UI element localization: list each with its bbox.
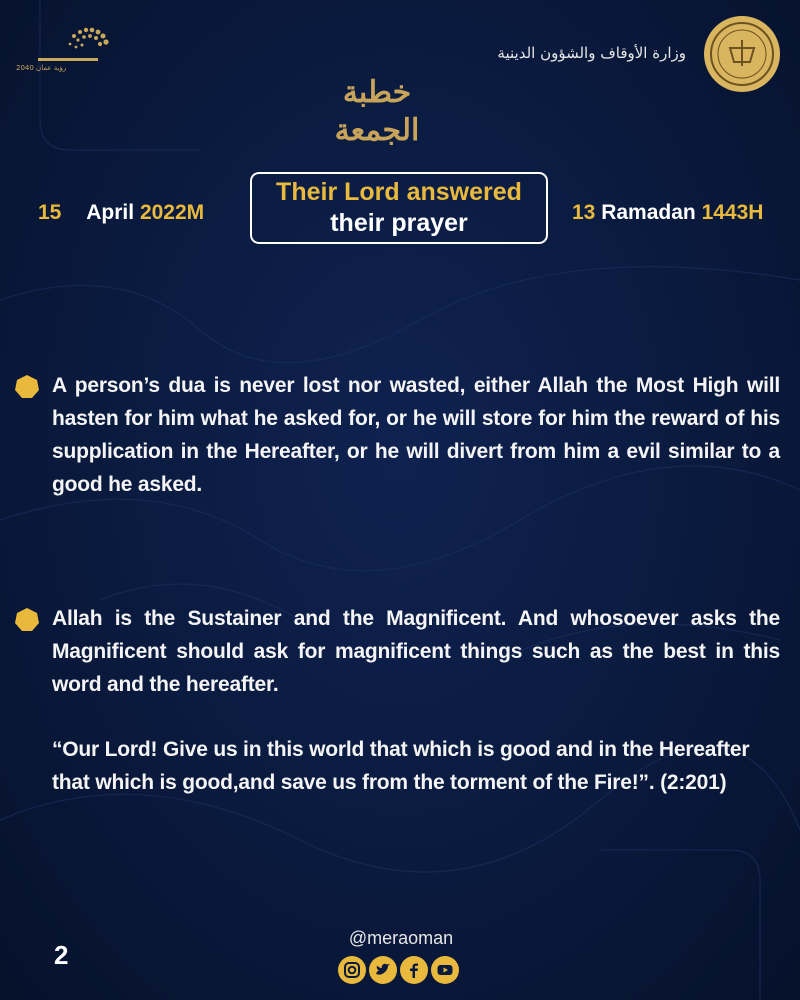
- gregorian-day: 15: [38, 201, 62, 224]
- bullet-icon: [14, 607, 40, 633]
- hijri-day: 13: [572, 201, 596, 224]
- twitter-icon[interactable]: [369, 956, 397, 984]
- ministry-seal-icon: [702, 14, 782, 94]
- point-2-text: Allah is the Sustainer and the Magnificent. And whosoever asks the Magnificent should ask for magnificent things such as the best in this word and the hereafter.: [52, 607, 780, 696]
- gregorian-date: [38, 201, 204, 225]
- facebook-icon[interactable]: [400, 956, 428, 984]
- ministry-name: وزارة الأوقاف والشؤون الدينية: [497, 44, 686, 62]
- youtube-icon[interactable]: [431, 956, 459, 984]
- social-handle: @meraoman: [348, 928, 454, 948]
- title-line-1: Their Lord answered: [276, 178, 522, 206]
- bullet-icon: [14, 374, 40, 400]
- oman-vision-logo: [14, 14, 124, 86]
- social-icons: [338, 956, 459, 984]
- friday-sermon-calligraphy: خطبة الجمعة: [334, 75, 420, 148]
- hijri-year: 1443H: [701, 201, 764, 224]
- ministry-logo: [497, 14, 782, 94]
- title-box: [250, 172, 548, 244]
- title-line-2: their prayer: [330, 209, 468, 237]
- quran-quote: “Our Lord! Give us in this world that which is good and in the Hereafter that which is good,and save us from the torment of the Fire!”. (2:201): [52, 738, 750, 794]
- hijri-date: [572, 201, 763, 225]
- page-number: 2: [54, 940, 69, 970]
- hijri-month: Ramadan: [601, 201, 696, 224]
- instagram-icon[interactable]: [338, 956, 366, 984]
- gregorian-month: April: [86, 201, 135, 224]
- gregorian-year: 2022M: [139, 201, 205, 224]
- point-1-text: A person’s dua is never lost nor wasted, either Allah the Most High will hasten for him what he asked for, or he will store for him the reward of his supplication in the Hereafter, or he will divert from him a evil similar to a good he asked.: [52, 374, 780, 496]
- vision-text: رؤية عمان 2040: [16, 64, 67, 72]
